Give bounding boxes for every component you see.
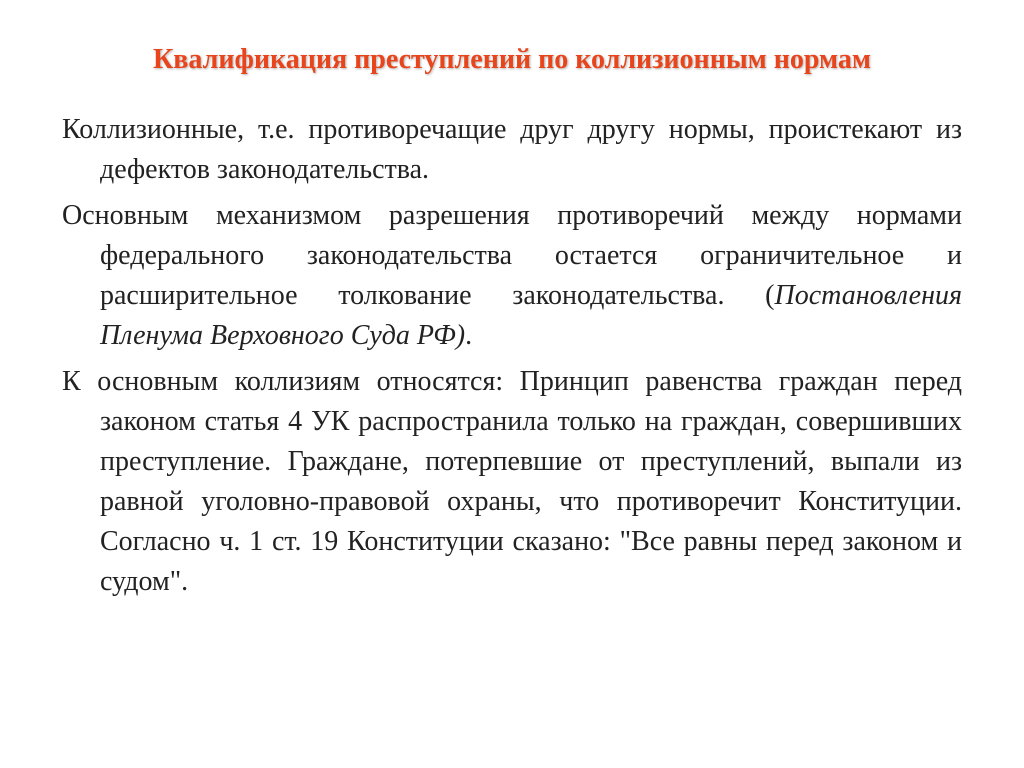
paragraph-2-text: Основным механизмом разрешения противоречий между нормами федерального законодательства остается ограничительное и расширительное толкование законодательства. (: [62, 200, 962, 311]
slide-title: Квалификация преступлений по коллизионным нормам: [153, 44, 871, 75]
paragraph-main-collisions: [62, 362, 962, 602]
paragraph-collision-norms: [62, 110, 962, 190]
paragraph-3-text: К основным коллизиям относятся: Принцип равенства граждан перед законом статья 4 УК распространила только на граждан, совершивших преступление. Граждане, потерпевшие от преступлений, выпали из равной уголовно-правовой охраны, что противоречит Конституции. Согласно ч. 1 ст. 19 Конституции сказано: "Все равны перед законом и судом".: [62, 366, 962, 597]
slide-body: [62, 110, 962, 608]
paragraph-2-end: .: [465, 320, 473, 351]
paragraph-2-citation: Постановления Пленума Верховного Суда РФ): [100, 280, 962, 351]
paragraph-resolution-mechanism: [62, 196, 962, 356]
paragraph-1-text: Коллизионные, т.е. противоречащие друг другу нормы, проистекают из дефектов законодательства.: [62, 114, 962, 185]
